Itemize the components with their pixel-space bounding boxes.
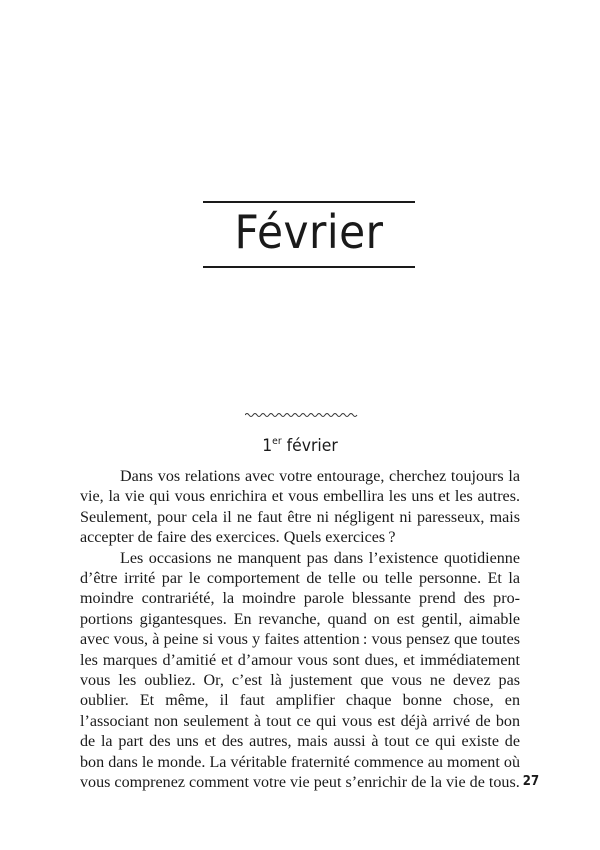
meditation-text [80,467,520,794]
paragraph-1: Dans vos relations avec votre entourage, cherchez toujours la vie, la vie qui vous enrichira et vous embellira les uns et les autres. Seulement, pour cela il ne faut être ni négligent ni paresseux, mais accepter de faire des exercices. Quels exercices ? [80,468,520,547]
page-number: 27 [522,774,539,789]
day-number: 1 [262,436,273,456]
paragraph-2: Les occasions ne manquent pas dans l’existence quotidienne d’être irrité par le comportement de telle ou telle personne. Et la moindre contrariété, la moindre parole blessante prend des proportions gigantesques. En revanche, quand on est gentil, aimable avec vous, à peine si vous y faites attention : vous pensez que toutes les marques d’amitié et d’amour vous sont dues, et immédiatement vous les oubliez. Or, c’est là justement que vous ne devez pas oublier. Et même, il faut amplifier chaque bonne chose, en l’associant non seulement à tout ce qui vous est déjà arrivé de bon de la part des uns et des autres, mais aussi à tout ce qui existe de bon dans le monde. La véritable fraternité commence au moment où vous comprenez comment votre vie peut s’enrichir de la vie de tous. [80,549,520,792]
chapter-title: Février [234,205,384,259]
day-ordinal-suffix: er [272,436,282,447]
day-heading [24,430,576,458]
ornament-divider [245,412,358,418]
day-month: février [281,436,338,456]
title-rule-bottom [203,266,415,268]
